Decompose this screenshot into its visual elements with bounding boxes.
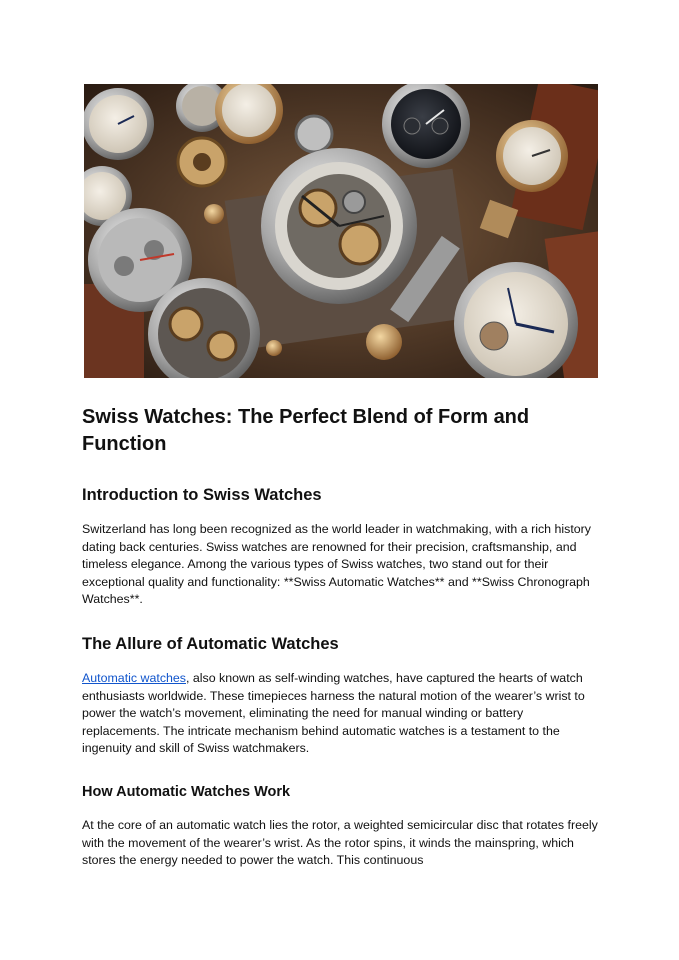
section-heading-automatic-allure: The Allure of Automatic Watches [82,634,339,653]
page-title: Swiss Watches: The Perfect Blend of Form and Function [82,406,530,455]
section-paragraph-how-it-works: At the core of an automatic watch lies the rotor, a weighted semicircular disc that rotates freely with the movement of the wearer’s wrist. As the rotor spins, it winds the mainspring, which stores the energy needed to power the watch. This continuous [82,817,598,868]
section-heading-introduction: Introduction to Swiss Watches [82,486,322,504]
swiss-watches-collage-image [84,84,598,378]
section-heading-how-it-works: How Automatic Watches Work [82,783,291,800]
section-paragraph-automatic-allure [82,670,598,758]
section-paragraph-introduction: Switzerland has long been recognized as the world leader in watchmaking, with a rich history dating back centuries. Swiss watches are renowned for their precision, craftsmanship, and timeless elegance. Among the various types of Swiss watches, two stand out for their exceptional quality and functionality: **Swiss Automatic Watches** and **Swiss Chronograph Watches**. [82,522,591,607]
paragraph-text: , also known as self-winding watches, have captured the hearts of watch enthusiasts worldwide. These timepieces harness the natural motion of the wearer’s wrist to power the watch’s movement, eliminating the need for manual winding or battery replacements. The intricate mechanism behind automatic watches is a testament to the ingenuity and skill of Swiss watchmakers. [82,670,585,756]
automatic-watches-link[interactable]: Automatic watches [82,670,186,685]
article-body [82,404,598,870]
